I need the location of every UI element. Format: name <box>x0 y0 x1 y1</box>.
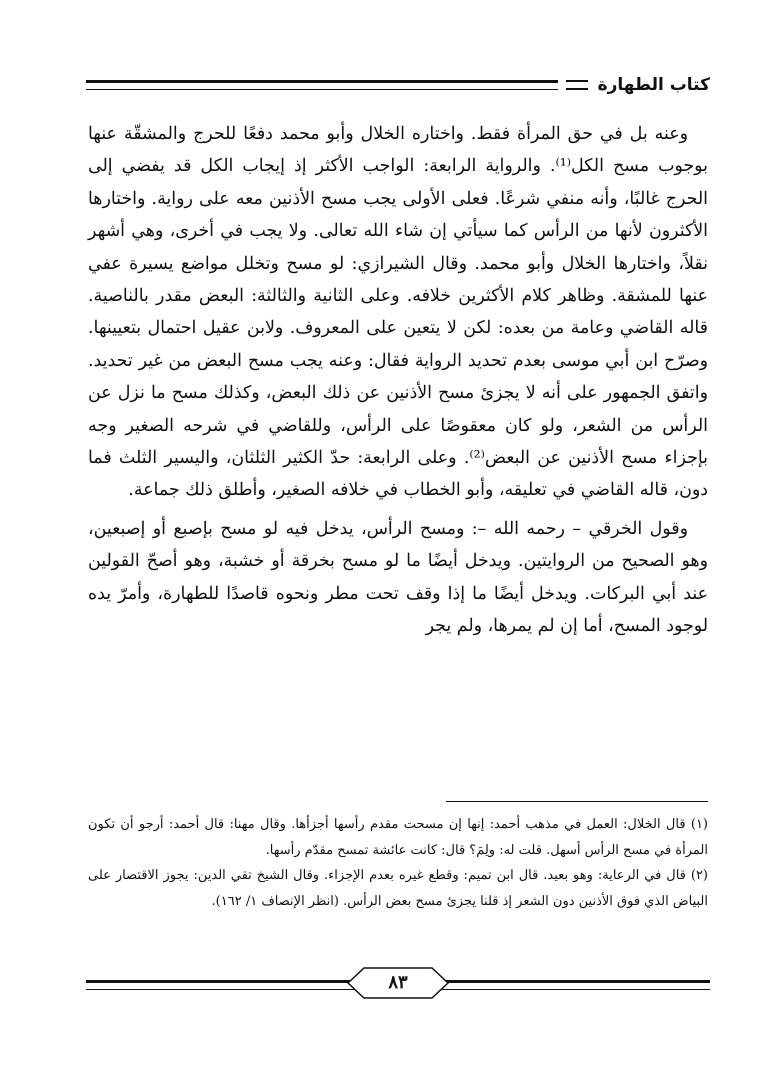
main-text <box>88 118 708 643</box>
paragraph: وعنه بل في حق المرأة فقط. واختاره الخلال وأبو محمد دفعًا للحرج والمشقّة عنها بوجوب مسح الكل⁽¹⁾. والرواية الرابعة: الواجب الأكثر إذ إيجاب الكل قد يفضي إلى الحرج غالبًا، وأنه منفي شرعًا. فعلى الأولى يجب مسح الأذنين معه على رواية. واختارها الأكثرون لأنها من الرأس كما سيأتي إن شاء الله تعالى. ولا يجب في أخرى، وهي أشهر نقلاً، واختارها الخلال وأبو محمد. وقال الشيرازي: لو مسح وتخلل مواضع يسيرة عفي عنها للمشقة. وظاهر كلام الأكثرين خلافه. وعلى الثانية والثالثة: البعض مقدر بالناصية. قاله القاضي وعامة من بعده: لكن لا يتعين على المعروف. ولابن عقيل احتمال بتعيينها. وصرّح ابن أبي موسى بعدم تحديد الرواية فقال: وعنه يجب مسح البعض من غير تحديد. واتفق الجمهور على أنه لا يجزئ مسح الأذنين عن ذلك البعض، وكذلك مسح ما نزل عن الرأس من الشعر، ولو كان معقوصًا على الرأس، وللقاضي في شرحه الصغير وجه بإجزاء مسح الأذنين عن البعض⁽²⁾. وعلى الرابعة: حدّ الكثير الثلثان، واليسير الثلث فما دون، قاله القاضي في تعليقه، وأبو الخطاب في خلافه الصغير، وأطلق ذلك جماعة. <box>88 124 708 501</box>
page-number: ٨٣ <box>388 972 408 993</box>
page-number-badge <box>338 966 458 1000</box>
page-footer <box>86 964 710 1004</box>
header-ornament <box>566 80 588 90</box>
footnote-separator <box>446 801 708 802</box>
footnotes <box>88 812 708 914</box>
footnote: (٢) قال في الرعاية: وهو بعيد. قال ابن تميم: وقطع غيره بعدم الإجزاء. وقال الشيخ تقي الدين: يجوز الاقتصار على البياض الذي فوق الأذنين دون الشعر إذ قلنا يجزئ مسح بعض الرأس. (انظر الإنصاف ١/ ١٦٢). <box>88 868 708 909</box>
header-rule <box>86 80 558 90</box>
header-title: كتاب الطهارة <box>597 75 710 95</box>
footnote: (١) قال الخلال: العمل في مذهب أحمد: إنها إن مسحت مقدم رأسها أجزأها. وقال مهنا: قال أحمد: أرجو أن تكون المرأة في مسح الرأس أسهل. قلت له: ولِمَ؟ قال: كانت عائشة تمسح مقدّم رأسها. <box>88 817 708 858</box>
running-header <box>86 70 710 100</box>
paragraph: وقول الخرقي – رحمه الله –: ومسح الرأس، يدخل فيه لو مسح بإصبع أو إصبعين، وهو الصحيح من الروايتين. ويدخل أيضًا ما لو مسح بخرقة أو خشبة، وهو أصحّ القولين عند أبي البركات. ويدخل أيضًا ما إذا وقف تحت مطر ونحوه قاصدًا للطهارة، وأمرّ يده لوجود المسح، أما إن لم يمرها، ولم يجر <box>88 518 708 637</box>
